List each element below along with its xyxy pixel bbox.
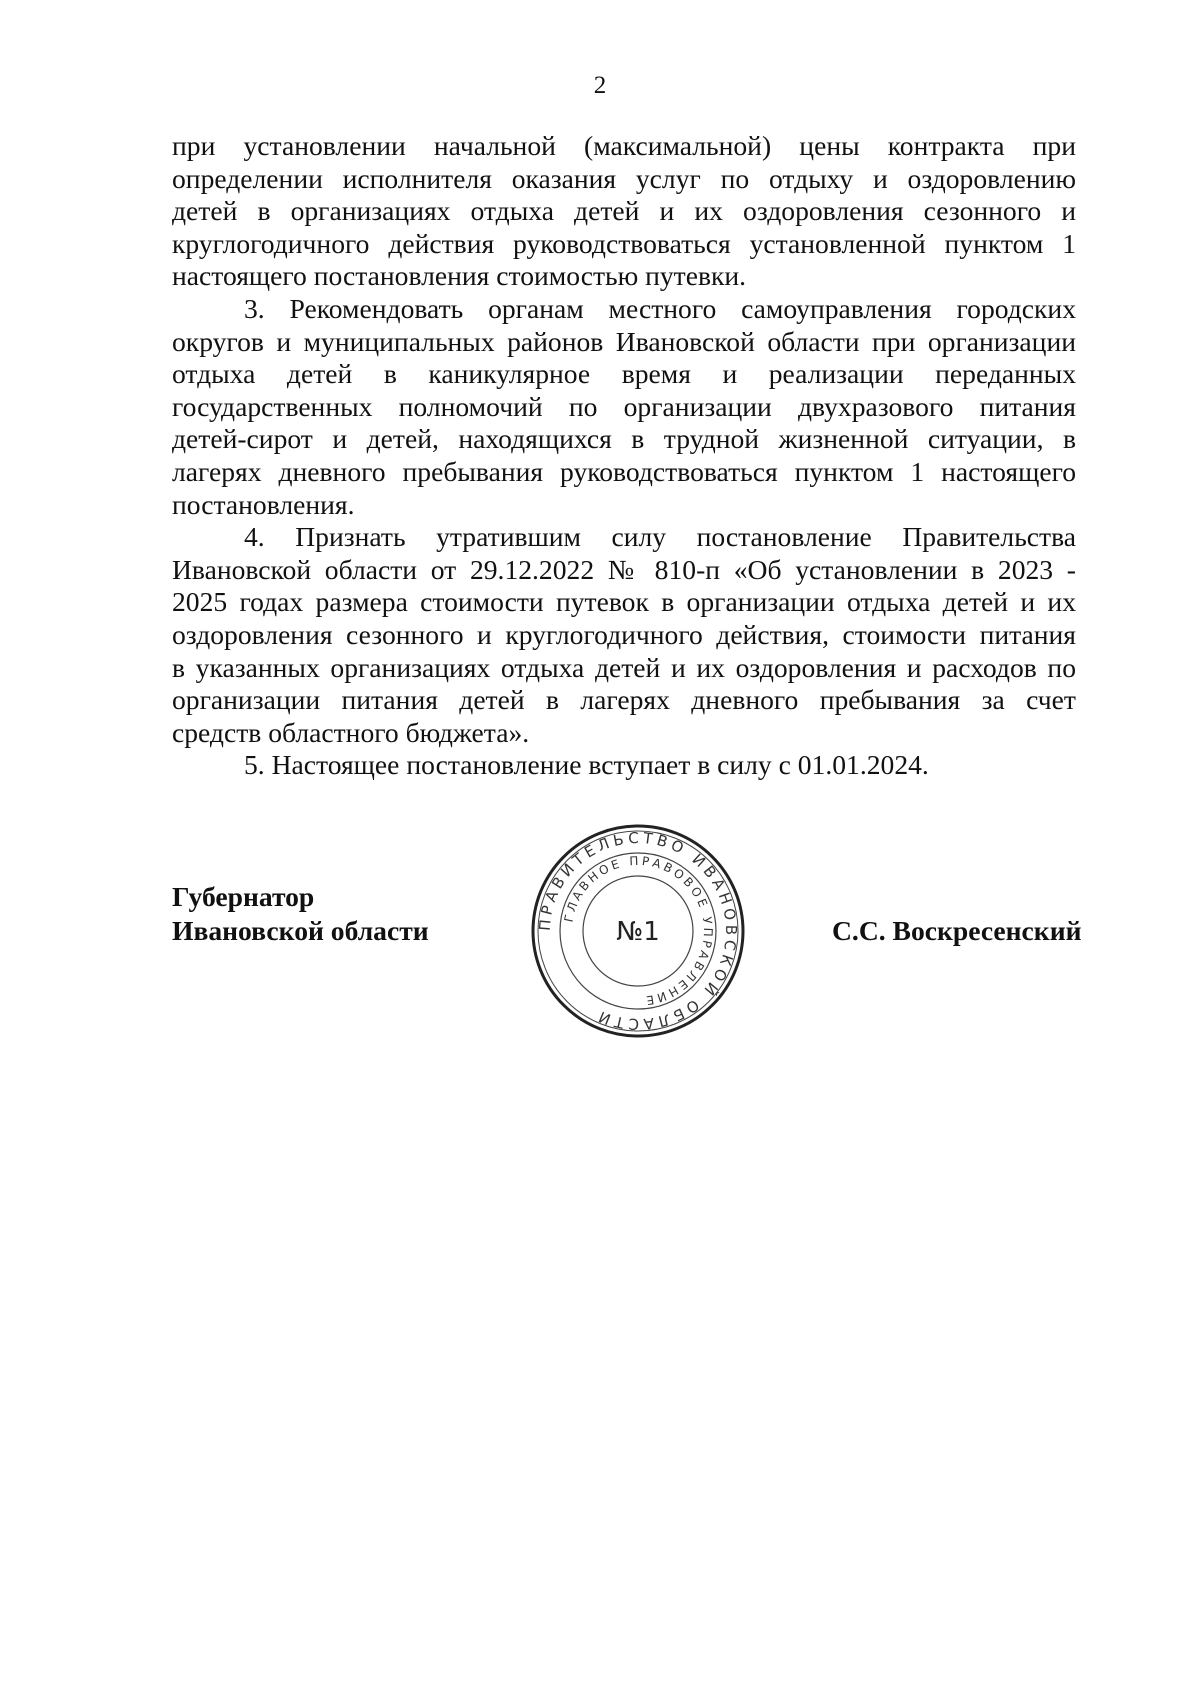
signatory-title-line: Ивановской области bbox=[172, 915, 429, 946]
text-line: Ивановской области от 29.12.2022 № 810-п «Об установлении в 2023 - bbox=[172, 553, 1076, 585]
text-line: округов и муниципальных районов Ивановской области при организации bbox=[172, 325, 1076, 357]
text-line: 2025 годах размера стоимости путевок в организации отдыха детей и их bbox=[172, 586, 1076, 618]
text-line: детей-сирот и детей, находящихся в трудной жизненной ситуации, в bbox=[172, 423, 1076, 455]
signatory-name: С.С. Воскресенский bbox=[832, 915, 1082, 946]
text-line: при установлении начальной (максимальной) цены контракта при bbox=[172, 130, 1076, 161]
paragraph-3 bbox=[172, 293, 1076, 521]
text-line: определении исполнителя оказания услуг по отдыху и оздоровлению bbox=[172, 162, 1076, 194]
text-line: постановления. bbox=[172, 488, 355, 520]
text-line: оздоровления сезонного и круглогодичного действия, стоимости питания bbox=[172, 618, 1076, 650]
signatory-title bbox=[172, 880, 429, 948]
text-line: средств областного бюджета». bbox=[172, 716, 530, 748]
text-line: 3. Рекомендовать органам местного самоуправления городских bbox=[244, 292, 1076, 324]
seal-center-number: №1 bbox=[616, 917, 660, 947]
seal-inner-text: ГЛАВНОЕ ПРАВОВОЕ УПРАВЛЕНИЕ bbox=[561, 853, 716, 1008]
text-line: круглогодичного действия руководствоваться установленной пунктом 1 bbox=[172, 227, 1076, 259]
text-line: 5. Настоящее постановление вступает в силу с 01.01.2024. bbox=[244, 749, 929, 781]
text-line: 4. Признать утратившим силу постановление Правительства bbox=[244, 521, 1076, 553]
text-line: в указанных организациях отдыха детей и их оздоровления и расходов по bbox=[172, 651, 1076, 683]
seal-outer-text: ПРАВИТЕЛЬСТВО ИВАНОВСКОЙ ОБЛАСТИ bbox=[535, 828, 741, 1034]
paragraph-2-continuation bbox=[172, 130, 1076, 293]
text-line: отдыха детей в каникулярное время и реализации переданных bbox=[172, 358, 1076, 390]
text-line: лагерях дневного пребывания руководствоваться пунктом 1 настоящего bbox=[172, 455, 1076, 487]
text-line: государственных полномочий по организации двухразового питания bbox=[172, 390, 1076, 422]
text-line: детей в организациях отдыха детей и их оздоровления сезонного и bbox=[172, 195, 1076, 227]
signatory-title-line: Губернатор bbox=[172, 881, 315, 912]
page-number: 2 bbox=[593, 72, 607, 99]
paragraph-5 bbox=[172, 749, 1076, 782]
official-seal bbox=[529, 822, 747, 1040]
paragraph-4 bbox=[172, 521, 1076, 749]
text-line: организации питания детей в лагерях дневного пребывания за счет bbox=[172, 684, 1076, 716]
text-line: настоящего постановления стоимостью путевки. bbox=[172, 260, 747, 292]
document-body bbox=[172, 130, 1076, 782]
